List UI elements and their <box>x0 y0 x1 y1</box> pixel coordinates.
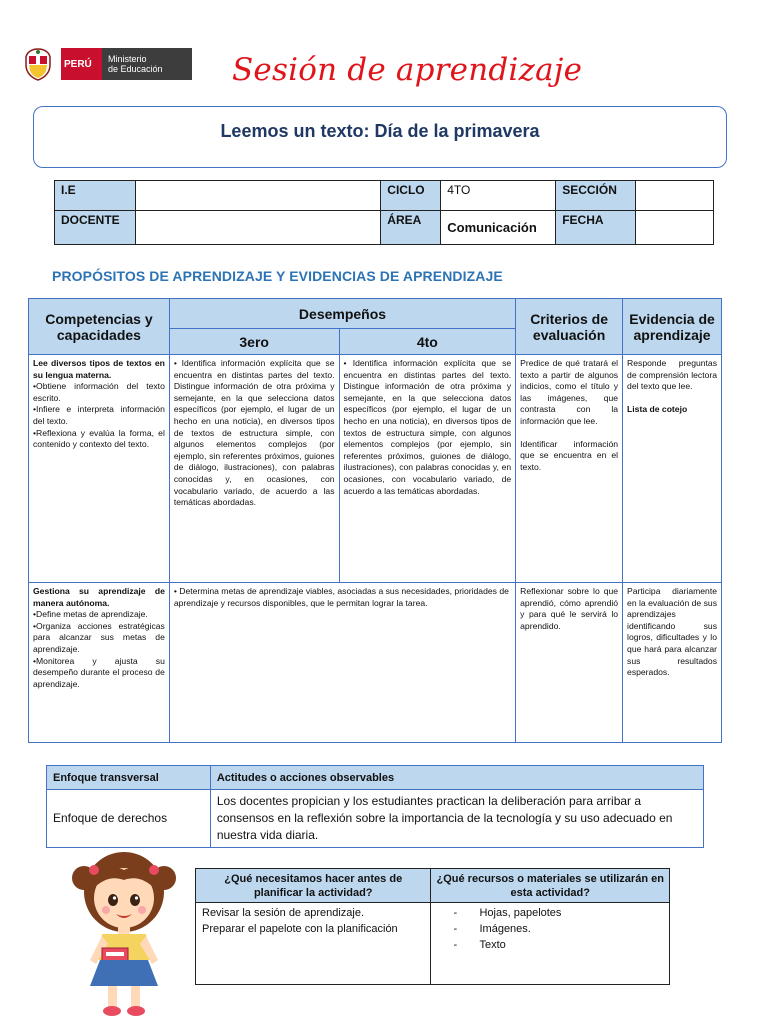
row2-desempeno: • Determina metas de aprendizaje viables, asociadas a sus necesidades, prioridades de aprendizaje y recursos disponibles, que le permitan lograr la tarea. <box>169 583 515 743</box>
row2-competencia <box>29 583 170 743</box>
minedu-logo <box>22 44 194 84</box>
row1-evidencia-1: Responde preguntas de comprensión lectora del texto que lee. <box>627 358 717 392</box>
row2-comp-title: Gestiona su aprendizaje de manera autónoma. <box>33 586 165 608</box>
row2-evidencia: Participa diariamente en la evaluación de sus aprendizajes identificando sus logros, dificultades y lo que hará para alcanzar sus resultados esperados. <box>623 583 722 743</box>
needs-header: ¿Qué necesitamos hacer antes de planificar la actividad? <box>196 869 431 903</box>
ministry-line-2: de Educación <box>108 64 163 74</box>
session-title: Leemos un texto: Día de la primavera <box>220 121 540 141</box>
peru-label: PERÚ <box>58 48 102 80</box>
row1-comp-item: •Reflexiona y evalúa la forma, el contenido y contexto del texto. <box>33 427 165 450</box>
ministry-name <box>102 48 192 80</box>
header-grade-3: 3ero <box>169 329 339 355</box>
row2-comp-item: •Define metas de aprendizaje. <box>33 609 148 620</box>
row2-comp-item: •Organiza acciones estratégicas para alcanzar sus metas de aprendizaje. <box>33 620 165 654</box>
row2-comp-item: •Monitorea y ajusta su desempeño durante el proceso de aprendizaje. <box>33 655 165 689</box>
seccion-value[interactable] <box>636 181 714 211</box>
ie-label: I.E <box>55 181 136 211</box>
header-evidencia: Evidencia de aprendizaje <box>623 299 722 355</box>
area-value[interactable]: Comunicación <box>441 211 556 245</box>
row1-desempeno-4: • Identifica información explícita que se encuentra en distintas partes del texto. Distingue información de otra próxima y semejante, en la que selecciona datos específicos (por ejemplo, el lugar de un hecho en una noticia), en diversos tipos de textos de estructura simple, con algunos elementos complejos (por ejemplo, sin referentes próximos, guiones de diálogo, ilustraciones), con palabras conocidas y, en ocasiones, con vocabulario variado, de acuerdo a las temáticas abordadas. <box>339 355 516 583</box>
info-table <box>54 180 714 245</box>
seccion-label: SECCIÓN <box>556 181 636 211</box>
row1-criterios <box>516 355 623 583</box>
docente-value[interactable] <box>135 211 380 245</box>
row1-criterio-1: Predice de qué tratará el texto a partir de algunos indicios, como el título y las imágenes, que contrasta con la información que lee. <box>520 358 619 426</box>
enfoque-value: Enfoque de derechos <box>47 790 211 848</box>
ministry-line-1: Ministerio <box>108 54 147 64</box>
ciclo-label: CICLO <box>381 181 441 211</box>
ie-value[interactable] <box>135 181 380 211</box>
row1-criterio-2: Identificar información que se encuentra en el texto. <box>520 438 619 472</box>
competencias-table <box>28 298 722 743</box>
header-desempenos: Desempeños <box>169 299 515 329</box>
task-item: Revisar la sesión de aprendizaje. <box>202 907 365 919</box>
student-girl-illustration <box>68 848 180 1020</box>
resource-item: - Texto <box>453 937 663 953</box>
ciclo-value[interactable]: 4TO <box>441 181 556 211</box>
header-criterios: Criterios de evaluación <box>516 299 623 355</box>
resources-cell <box>431 903 670 985</box>
page-title: Sesión de aprendizaje <box>232 52 583 88</box>
header-grade-4: 4to <box>339 329 516 355</box>
docente-label: DOCENTE <box>55 211 136 245</box>
area-label: ÁREA <box>381 211 441 245</box>
enfoque-table <box>46 765 704 848</box>
fecha-value[interactable] <box>636 211 714 245</box>
planning-table <box>195 868 670 985</box>
enfoque-header: Enfoque transversal <box>47 766 211 790</box>
row1-desempeno-3: • Identifica información explícita que se encuentra en distintas partes del texto. Distingue información de otra próxima y semejante, en la que selecciona datos específicos (por ejemplo, el lugar de un hecho en una noticia), en diversos tipos de textos de estructura simple, con algunos elementos complejos (por ejemplo, sin referentes próximos, guiones de diálogo, ilustraciones), con palabras conocidas y, en ocasiones, con vocabulario variado, de acuerdo a las temáticas abordadas. <box>169 355 339 583</box>
resource-item: - Imágenes. <box>453 921 663 937</box>
section-heading: PROPÓSITOS DE APRENDIZAJE Y EVIDENCIAS DE APRENDIZAJE <box>52 268 503 284</box>
row1-comp-item: •Obtiene información del texto escrito. <box>33 381 165 403</box>
row1-evidencia <box>623 355 722 583</box>
row1-evidencia-2: Lista de cotejo <box>627 403 688 414</box>
actitud-value: Los docentes propician y los estudiantes practican la deliberación para arribar a consensos en la reflexión sobre la importancia de la tecnología y su uso adecuado en nuestra vida diaria. <box>210 790 703 848</box>
row1-competencia <box>29 355 170 583</box>
fecha-label: FECHA <box>556 211 636 245</box>
actitudes-header: Actitudes o acciones observables <box>210 766 703 790</box>
peru-seal-icon <box>22 47 54 81</box>
resource-item: - Hojas, papelotes <box>453 905 663 921</box>
row1-comp-title: Lee diversos tipos de textos en su lengua materna. <box>33 358 165 380</box>
resources-header: ¿Qué recursos o materiales se utilizarán en esta actividad? <box>431 869 670 903</box>
tasks-cell <box>196 903 431 985</box>
header-competencias: Competencias y capacidades <box>29 299 170 355</box>
row1-comp-item: •Infiere e interpreta información del texto. <box>33 404 165 426</box>
row2-criterio: Reflexionar sobre lo que aprendió, cómo aprendió y para qué le servirá lo aprendido. <box>516 583 623 743</box>
task-item: Preparar el papelote con la planificación <box>202 923 398 935</box>
session-title-box <box>33 106 727 168</box>
